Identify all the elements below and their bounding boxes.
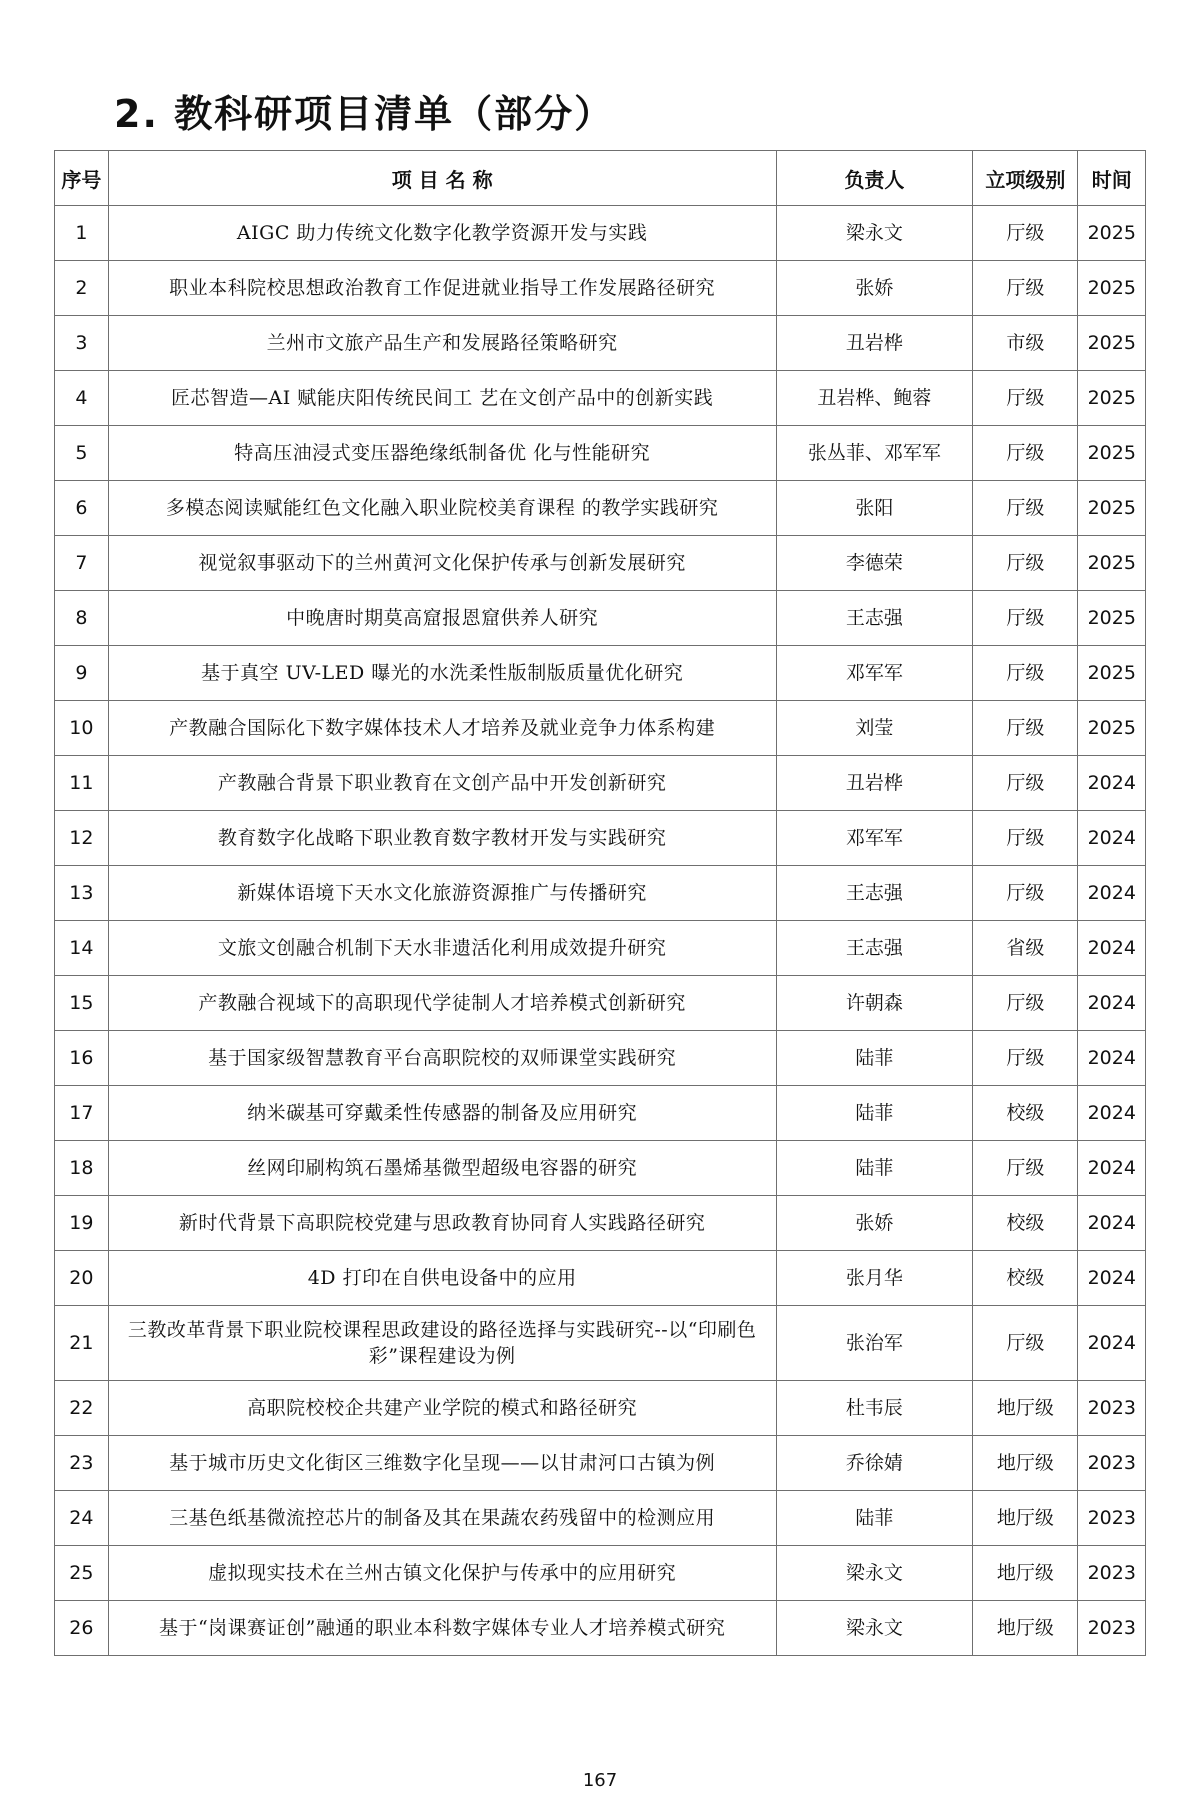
- cell-year: 2024: [1078, 1141, 1146, 1196]
- table-row: [55, 1491, 1146, 1546]
- table-row: [55, 1381, 1146, 1436]
- cell-year: 2024: [1078, 976, 1146, 1031]
- cell-project-name: AIGC 助力传统文化数字化教学资源开发与实践: [108, 206, 776, 261]
- cell-leader: 陆菲: [776, 1031, 973, 1086]
- cell-index: 3: [55, 316, 109, 371]
- table-row: [55, 371, 1146, 426]
- cell-level: 地厅级: [973, 1436, 1078, 1491]
- cell-index: 5: [55, 426, 109, 481]
- cell-project-name: 文旅文创融合机制下天水非遗活化利用成效提升研究: [108, 921, 776, 976]
- cell-project-name: 高职院校校企共建产业学院的模式和路径研究: [108, 1381, 776, 1436]
- table-row: [55, 976, 1146, 1031]
- cell-project-name: 视觉叙事驱动下的兰州黄河文化保护传承与创新发展研究: [108, 536, 776, 591]
- cell-year: 2024: [1078, 1196, 1146, 1251]
- cell-index: 21: [55, 1306, 109, 1381]
- cell-leader: 邓军军: [776, 811, 973, 866]
- cell-index: 25: [55, 1546, 109, 1601]
- cell-level: 厅级: [973, 976, 1078, 1031]
- cell-project-name: 特高压油浸式变压器绝缘纸制备优 化与性能研究: [108, 426, 776, 481]
- table-row: [55, 426, 1146, 481]
- table-row: [55, 1306, 1146, 1381]
- cell-project-name: 基于国家级智慧教育平台高职院校的双师课堂实践研究: [108, 1031, 776, 1086]
- cell-level: 厅级: [973, 1306, 1078, 1381]
- cell-year: 2023: [1078, 1546, 1146, 1601]
- cell-leader: 许朝森: [776, 976, 973, 1031]
- cell-year: 2025: [1078, 591, 1146, 646]
- cell-leader: 张娇: [776, 1196, 973, 1251]
- cell-year: 2024: [1078, 866, 1146, 921]
- cell-level: 校级: [973, 1251, 1078, 1306]
- cell-project-name: 兰州市文旅产品生产和发展路径策略研究: [108, 316, 776, 371]
- cell-leader: 李德荣: [776, 536, 973, 591]
- cell-index: 11: [55, 756, 109, 811]
- cell-year: 2024: [1078, 1306, 1146, 1381]
- cell-leader: 张丛菲、邓军军: [776, 426, 973, 481]
- cell-index: 4: [55, 371, 109, 426]
- cell-year: 2023: [1078, 1491, 1146, 1546]
- cell-project-name: 匠芯智造—AI 赋能庆阳传统民间工 艺在文创产品中的创新实践: [108, 371, 776, 426]
- cell-leader: 杜韦辰: [776, 1381, 973, 1436]
- cell-level: 地厅级: [973, 1601, 1078, 1656]
- cell-project-name: 4D 打印在自供电设备中的应用: [108, 1251, 776, 1306]
- cell-level: 厅级: [973, 646, 1078, 701]
- cell-index: 18: [55, 1141, 109, 1196]
- page-title: 2. 教科研项目清单（部分）: [114, 92, 615, 136]
- header-leader: 负责人: [776, 151, 973, 206]
- header-level: 立项级别: [973, 151, 1078, 206]
- table-row: [55, 1141, 1146, 1196]
- cell-project-name: 多模态阅读赋能红色文化融入职业院校美育课程 的教学实践研究: [108, 481, 776, 536]
- cell-project-name: 三基色纸基微流控芯片的制备及其在果蔬农药残留中的检测应用: [108, 1491, 776, 1546]
- cell-index: 6: [55, 481, 109, 536]
- table-row: [55, 1251, 1146, 1306]
- cell-project-name: 虚拟现实技术在兰州古镇文化保护与传承中的应用研究: [108, 1546, 776, 1601]
- cell-level: 厅级: [973, 261, 1078, 316]
- page-number: 167: [582, 1770, 618, 1791]
- table-row: [55, 1196, 1146, 1251]
- header-index: 序号: [55, 151, 109, 206]
- cell-project-name: 产教融合背景下职业教育在文创产品中开发创新研究: [108, 756, 776, 811]
- cell-year: 2023: [1078, 1381, 1146, 1436]
- cell-index: 12: [55, 811, 109, 866]
- table-body: [55, 206, 1146, 1656]
- table-row: [55, 536, 1146, 591]
- table-row: [55, 866, 1146, 921]
- cell-level: 厅级: [973, 701, 1078, 756]
- cell-project-name: 新时代背景下高职院校党建与思政教育协同育人实践路径研究: [108, 1196, 776, 1251]
- cell-leader: 邓军军: [776, 646, 973, 701]
- cell-leader: 丑岩桦: [776, 756, 973, 811]
- cell-level: 地厅级: [973, 1491, 1078, 1546]
- cell-level: 省级: [973, 921, 1078, 976]
- cell-year: 2025: [1078, 371, 1146, 426]
- cell-year: 2025: [1078, 481, 1146, 536]
- table-row: [55, 701, 1146, 756]
- cell-level: 厅级: [973, 536, 1078, 591]
- cell-leader: 张阳: [776, 481, 973, 536]
- cell-leader: 王志强: [776, 921, 973, 976]
- cell-level: 厅级: [973, 426, 1078, 481]
- cell-project-name: 产教融合视域下的高职现代学徒制人才培养模式创新研究: [108, 976, 776, 1031]
- cell-leader: 丑岩桦、鲍蓉: [776, 371, 973, 426]
- cell-leader: 王志强: [776, 591, 973, 646]
- table-row: [55, 316, 1146, 371]
- cell-level: 厅级: [973, 866, 1078, 921]
- cell-year: 2025: [1078, 426, 1146, 481]
- table-row: [55, 1436, 1146, 1491]
- cell-index: 17: [55, 1086, 109, 1141]
- cell-leader: 丑岩桦: [776, 316, 973, 371]
- cell-year: 2025: [1078, 701, 1146, 756]
- cell-project-name: 产教融合国际化下数字媒体技术人才培养及就业竞争力体系构建: [108, 701, 776, 756]
- cell-leader: 刘莹: [776, 701, 973, 756]
- cell-level: 校级: [973, 1196, 1078, 1251]
- table-row: [55, 756, 1146, 811]
- cell-leader: 梁永文: [776, 1546, 973, 1601]
- cell-index: 1: [55, 206, 109, 261]
- cell-year: 2025: [1078, 261, 1146, 316]
- cell-year: 2024: [1078, 1031, 1146, 1086]
- cell-index: 10: [55, 701, 109, 756]
- cell-project-name: 丝网印刷构筑石墨烯基微型超级电容器的研究: [108, 1141, 776, 1196]
- cell-project-name: 基于城市历史文化街区三维数字化呈现——以甘肃河口古镇为例: [108, 1436, 776, 1491]
- cell-level: 厅级: [973, 371, 1078, 426]
- table-header-row: [55, 151, 1146, 206]
- cell-index: 16: [55, 1031, 109, 1086]
- cell-year: 2024: [1078, 811, 1146, 866]
- cell-index: 26: [55, 1601, 109, 1656]
- cell-index: 20: [55, 1251, 109, 1306]
- table-row: [55, 1546, 1146, 1601]
- cell-index: 23: [55, 1436, 109, 1491]
- cell-year: 2024: [1078, 1086, 1146, 1141]
- cell-level: 厅级: [973, 811, 1078, 866]
- table-row: [55, 206, 1146, 261]
- cell-project-name: 纳米碳基可穿戴柔性传感器的制备及应用研究: [108, 1086, 776, 1141]
- cell-level: 厅级: [973, 591, 1078, 646]
- cell-index: 2: [55, 261, 109, 316]
- cell-index: 8: [55, 591, 109, 646]
- cell-year: 2025: [1078, 316, 1146, 371]
- project-table: [54, 150, 1146, 1656]
- table-row: [55, 1601, 1146, 1656]
- cell-index: 13: [55, 866, 109, 921]
- cell-level: 市级: [973, 316, 1078, 371]
- cell-level: 厅级: [973, 206, 1078, 261]
- cell-year: 2025: [1078, 206, 1146, 261]
- cell-year: 2025: [1078, 646, 1146, 701]
- table-row: [55, 591, 1146, 646]
- table-row: [55, 261, 1146, 316]
- cell-year: 2024: [1078, 921, 1146, 976]
- table-row: [55, 1031, 1146, 1086]
- cell-leader: 乔徐婧: [776, 1436, 973, 1491]
- cell-year: 2024: [1078, 756, 1146, 811]
- cell-level: 校级: [973, 1086, 1078, 1141]
- header-name: 项 目 名 称: [108, 151, 776, 206]
- cell-index: 22: [55, 1381, 109, 1436]
- table-row: [55, 811, 1146, 866]
- cell-leader: 陆菲: [776, 1141, 973, 1196]
- cell-leader: 张治军: [776, 1306, 973, 1381]
- cell-project-name: 三教改革背景下职业院校课程思政建设的路径选择与实践研究--以“印刷色彩”课程建设为例: [108, 1306, 776, 1381]
- table-row: [55, 481, 1146, 536]
- cell-leader: 陆菲: [776, 1086, 973, 1141]
- cell-project-name: 教育数字化战略下职业教育数字教材开发与实践研究: [108, 811, 776, 866]
- cell-leader: 王志强: [776, 866, 973, 921]
- cell-project-name: 基于真空 UV-LED 曝光的水洗柔性版制版质量优化研究: [108, 646, 776, 701]
- cell-leader: 张月华: [776, 1251, 973, 1306]
- cell-year: 2023: [1078, 1601, 1146, 1656]
- cell-index: 24: [55, 1491, 109, 1546]
- cell-leader: 陆菲: [776, 1491, 973, 1546]
- cell-level: 地厅级: [973, 1546, 1078, 1601]
- cell-level: 地厅级: [973, 1381, 1078, 1436]
- cell-year: 2023: [1078, 1436, 1146, 1491]
- cell-project-name: 职业本科院校思想政治教育工作促进就业指导工作发展路径研究: [108, 261, 776, 316]
- cell-level: 厅级: [973, 1141, 1078, 1196]
- cell-year: 2025: [1078, 536, 1146, 591]
- table-row: [55, 921, 1146, 976]
- cell-year: 2024: [1078, 1251, 1146, 1306]
- cell-project-name: 基于“岗课赛证创”融通的职业本科数字媒体专业人才培养模式研究: [108, 1601, 776, 1656]
- cell-level: 厅级: [973, 481, 1078, 536]
- cell-leader: 梁永文: [776, 1601, 973, 1656]
- header-year: 时间: [1078, 151, 1146, 206]
- cell-level: 厅级: [973, 756, 1078, 811]
- cell-index: 15: [55, 976, 109, 1031]
- cell-project-name: 新媒体语境下天水文化旅游资源推广与传播研究: [108, 866, 776, 921]
- table-row: [55, 1086, 1146, 1141]
- cell-index: 7: [55, 536, 109, 591]
- cell-index: 19: [55, 1196, 109, 1251]
- cell-level: 厅级: [973, 1031, 1078, 1086]
- table-row: [55, 646, 1146, 701]
- cell-leader: 梁永文: [776, 206, 973, 261]
- cell-project-name: 中晚唐时期莫高窟报恩窟供养人研究: [108, 591, 776, 646]
- cell-index: 9: [55, 646, 109, 701]
- cell-leader: 张娇: [776, 261, 973, 316]
- cell-index: 14: [55, 921, 109, 976]
